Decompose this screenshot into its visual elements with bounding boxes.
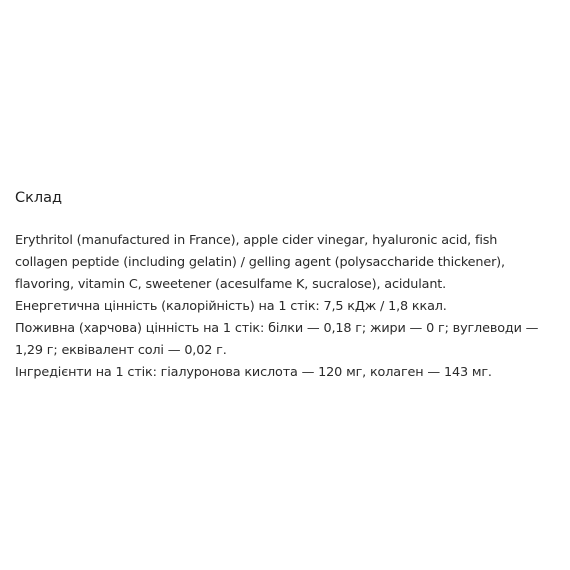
text-line-ingredients-3: flavoring, vitamin C, sweetener (acesulfame K, sucralose), acidulant.	[15, 277, 447, 292]
text-line-nutrition-1: Поживна (харчова) цінність на 1 стік: білки — 0,18 г; жири — 0 г; вуглеводи —	[15, 321, 539, 336]
text-line-ingredients-2: collagen peptide (including gelatin) / gelling agent (polysaccharide thickener),	[15, 255, 505, 270]
text-line-energy-value: Енергетична цінність (калорійність) на 1 стік: 7,5 кДж / 1,8 ккал.	[15, 299, 447, 314]
text-line-ingredients-1: Erythritol (manufactured in France), apple cider vinegar, hyaluronic acid, fish	[15, 233, 498, 248]
section-heading: Склад	[15, 190, 63, 206]
text-line-nutrition-2: 1,29 г; еквівалент солі — 0,02 г.	[15, 343, 227, 358]
composition-text	[15, 230, 567, 384]
composition-section	[15, 187, 567, 384]
text-line-active-ingredients: Інгредієнти на 1 стік: гіалуронова кислота — 120 мг, колаген — 143 мг.	[15, 365, 492, 380]
